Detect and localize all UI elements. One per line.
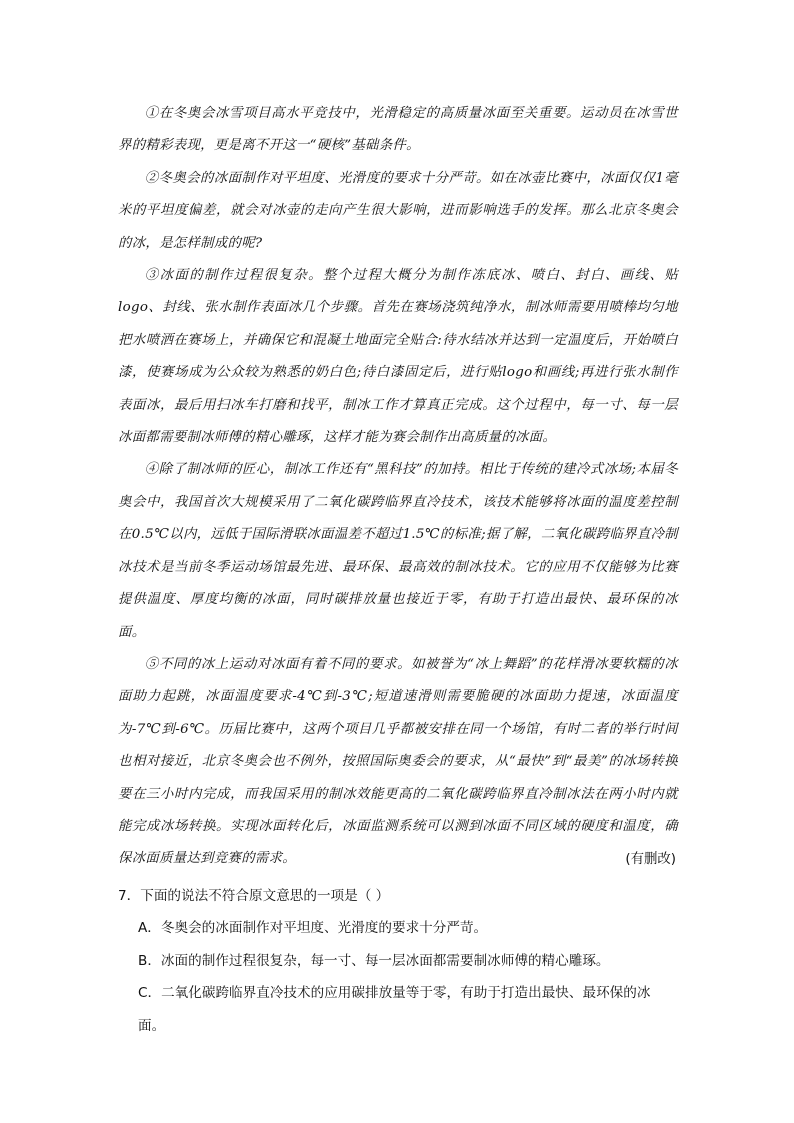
option-a: A．冬奥会的冰面制作对平坦度、光滑度的要求十分严苛。 [138,920,488,937]
option-c: C．二氧化碳跨临界直冷技术的应用碳排放量等于零，有助于打造出最快、最环保的冰 [138,985,651,1002]
paragraph-1: ①在冬奥会冰雪项目高水平竞技中，光滑稳定的高质量冰面至关重要。运动员在冰雪世界的精彩表现，更是离不开这一“硬核”基础条件。 [118,106,678,154]
question-7 [118,880,678,1042]
paragraph-5: ⑤不同的冰上运动对冰面有着不同的要求。如被誉为“冰上舞蹈”的花样滑冰要软糯的冰面助力起跳，冰面温度要求-4℃到-3℃;短道速滑则需要脆硬的冰面助力提速，冰面温度为-7℃到-6℃。历届比赛中，这两个项目几乎都被安排在同一个场馆，有时二者的举行时间也相对接近，北京冬奥会也不例外，按照国际奥委会的要求，从“最快”到“最美”的冰场转换要在三小时内完成，而我国采用的制冰效能更高的二氧化碳跨临界直冷制冰法在两小时内就能完成冰场转换。实现冰面转化后，冰面监测系统可以测到冰面不同区域的硬度和温度，确保冰面质量达到竞赛的需求。 [118,656,678,867]
paragraph-3: ③冰面的制作过程很复杂。整个过程大概分为制作冻底冰、喷白、封白、画线、贴logo、封线、张水制作表面冰几个步骤。首先在赛场浇筑纯净水，制冰师需要用喷棒均匀地把水喷洒在赛场上，并确保它和混凝土地面完全贴合:待水结冰并达到一定温度后，开始喷白漆，使赛场成为公众较为熟悉的奶白色;待白漆固定后，进行贴logo和画线;再进行张水制作表面冰，最后用扫冰车打磨和找平，制冰工作才算真正完成。这个过程中，每一寸、每一层冰面都需要制冰师傅的精心雕琢，这样才能为赛会制作出高质量的冰面。 [118,268,678,446]
source-note: (有删改) [625,852,676,867]
option-c-continuation: 面。 [138,1017,166,1034]
paragraph-2: ②冬奥会的冰面制作对平坦度、光滑度的要求十分严苛。如在冰壶比赛中，冰面仅仅1毫米的平坦度偏差，就会对冰壶的走向产生很大影响，进而影响选手的发挥。那么北京冬奥会的冰，是怎样制成的呢? [118,170,678,251]
paragraph-4: ④除了制冰师的匠心，制冰工作还有“黑科技”的加持。相比于传统的建冷式冰场;本届冬奥会中，我国首次大规模采用了二氧化碳跨临界直冷技术，该技术能够将冰面的温度差控制在0.5℃以内，远低于国际滑联冰面温差不超过1.5℃的标准;据了解，二氧化碳跨临界直冷制冰技术是当前冬季运动场馆最先进、最环保、最高效的制冰技术。它的应用不仅能够为比赛提供温度、厚度均衡的冰面，同时碳排放量也接近于零，有助于打造出最快、最环保的冰面。 [118,462,678,640]
option-b: B．冰面的制作过程很复杂，每一寸、每一层冰面都需要制冰师傅的精心雕琢。 [138,952,610,969]
reading-passage [118,98,678,876]
question-stem: 7．下面的说法不符合原文意思的一项是（ ） [118,888,390,904]
